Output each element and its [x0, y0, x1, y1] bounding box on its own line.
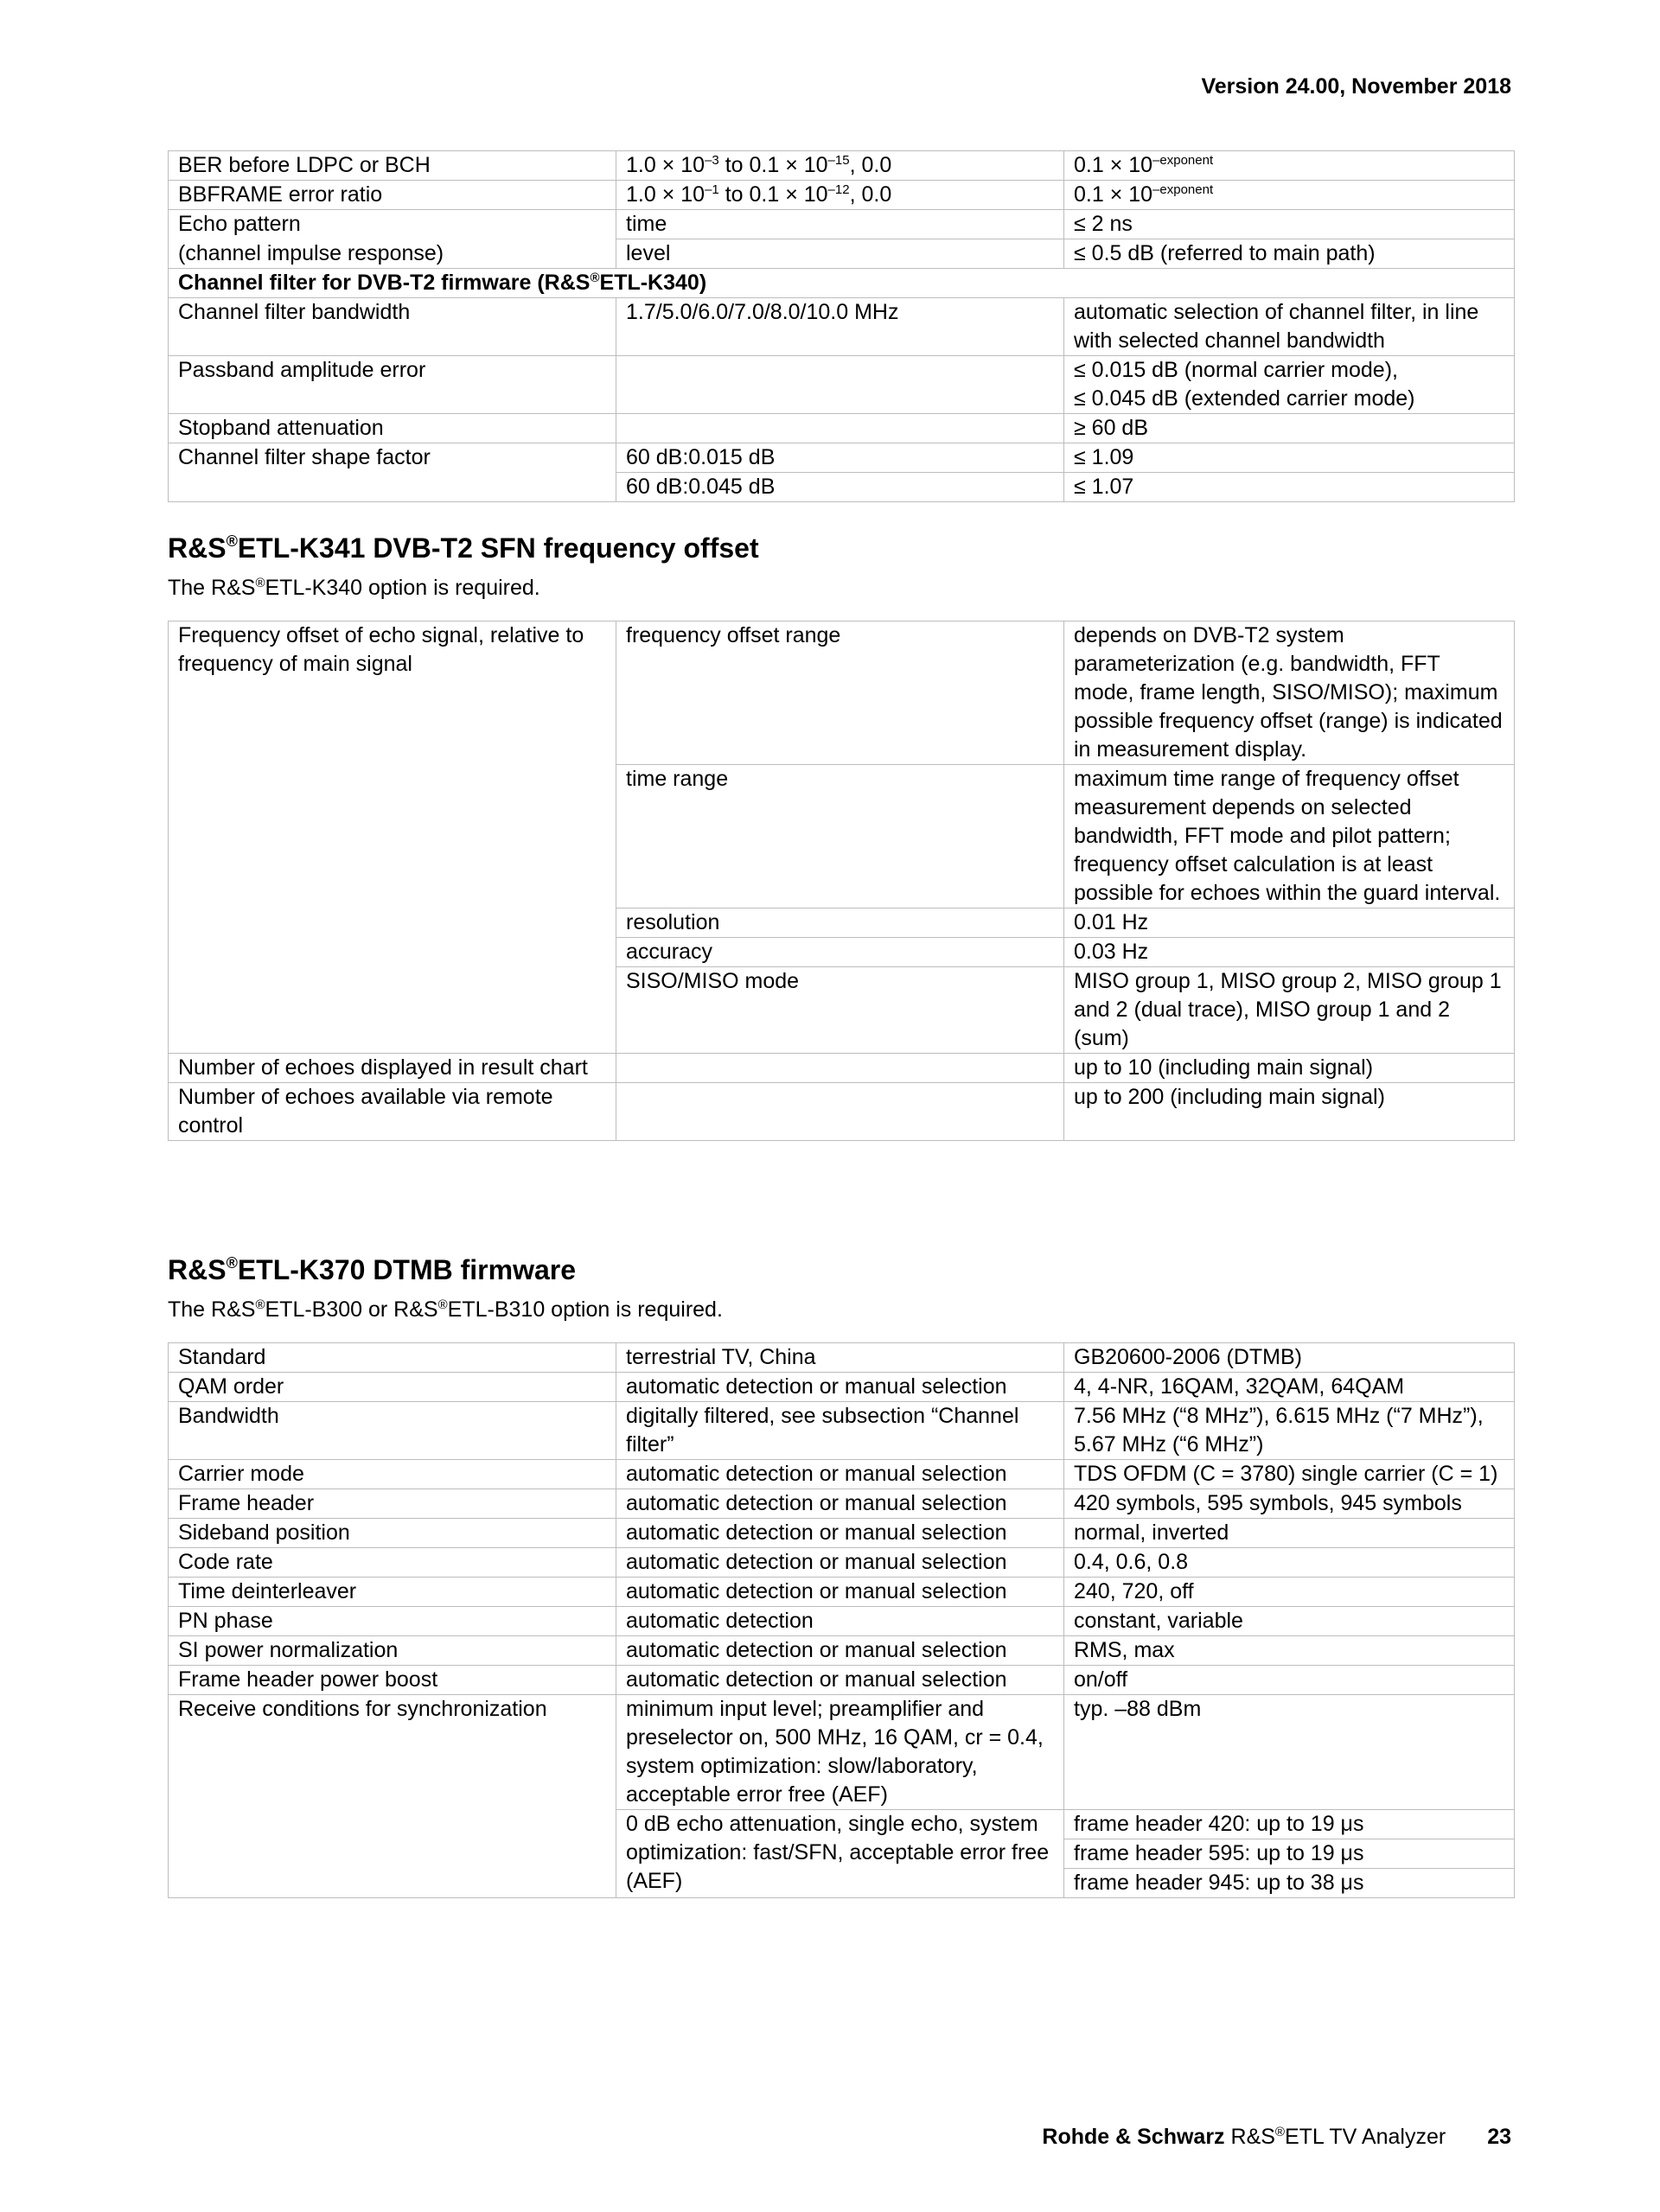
param-value: frame header 595: up to 19 μs	[1064, 1839, 1515, 1869]
footer-product: R&S®ETL TV Analyzer	[1224, 2125, 1446, 2149]
param-range: $1.0 \times 10^{-1}$ to $0.1 \times 10^{-12}$, 0.0	[616, 181, 1064, 210]
param-subparam: automatic detection or manual selection	[616, 1666, 1064, 1695]
param-value: 240, 720, off	[1064, 1578, 1515, 1607]
param-value: ≤ 0.5 dB (referred to main path)	[1064, 239, 1515, 269]
section-row	[169, 269, 1515, 298]
param-subparam: 60 dB:0.045 dB	[616, 473, 1064, 502]
table-row	[169, 1519, 1515, 1548]
param-label: Frame header	[169, 1489, 616, 1519]
table-row	[169, 298, 1515, 356]
page-footer	[1042, 2125, 1511, 2150]
param-label: Channel filter shape factor	[169, 443, 616, 502]
param-value: up to 200 (including main signal)	[1064, 1083, 1515, 1141]
section-heading-k341: R&S®ETL-K341 DVB-T2 SFN frequency offset	[168, 532, 759, 564]
spec-table-k341	[168, 621, 1515, 1141]
param-value: ≤ 1.07	[1064, 473, 1515, 502]
param-range: $1.0 \times 10^{-3}$ to $0.1 \times 10^{-15}$, 0.0	[616, 151, 1064, 181]
param-value: 420 symbols, 595 symbols, 945 symbols	[1064, 1489, 1515, 1519]
table-row	[169, 1695, 1515, 1810]
table-row	[169, 1548, 1515, 1578]
table-row	[169, 1343, 1515, 1373]
param-subparam	[616, 1054, 1064, 1083]
param-value: ≤ 1.09	[1064, 443, 1515, 473]
param-label: Carrier mode	[169, 1460, 616, 1489]
requirement-note-k341: The R&S®ETL-K340 option is required.	[168, 576, 540, 600]
param-value: normal, inverted	[1064, 1519, 1515, 1548]
param-label: (channel impulse response)	[169, 239, 616, 269]
table-row	[169, 181, 1515, 210]
param-subparam	[616, 414, 1064, 443]
table-row	[169, 1489, 1515, 1519]
table-row	[169, 414, 1515, 443]
param-label: Time deinterleaver	[169, 1578, 616, 1607]
param-label: Number of echoes displayed in result chart	[169, 1054, 616, 1083]
param-value: frame header 945: up to 38 μs	[1064, 1869, 1515, 1898]
table-row	[169, 1666, 1515, 1695]
param-value: RMS, max	[1064, 1636, 1515, 1666]
param-value: 0.03 Hz	[1064, 938, 1515, 967]
table-row	[169, 151, 1515, 181]
param-subparam	[616, 356, 1064, 414]
param-value: typ. –88 dBm	[1064, 1695, 1515, 1810]
param-value: ≤ 2 ns	[1064, 210, 1515, 239]
table-row	[169, 1607, 1515, 1636]
param-subparam: automatic detection or manual selection	[616, 1460, 1064, 1489]
param-value: GB20600-2006 (DTMB)	[1064, 1343, 1515, 1373]
param-subparam: automatic detection or manual selection	[616, 1636, 1064, 1666]
table-row	[169, 210, 1515, 239]
param-label: BER before LDPC or BCH	[169, 151, 616, 181]
table-row	[169, 239, 1515, 269]
param-subparam: level	[616, 239, 1064, 269]
param-subparam: 60 dB:0.015 dB	[616, 443, 1064, 473]
table-row	[169, 1460, 1515, 1489]
param-label: QAM order	[169, 1373, 616, 1402]
param-label: Sideband position	[169, 1519, 616, 1548]
table-row	[169, 1054, 1515, 1083]
version-header: Version 24.00, November 2018	[1201, 74, 1511, 99]
spec-table-dvbt2	[168, 150, 1515, 502]
param-label: Code rate	[169, 1548, 616, 1578]
param-value: $0.1 \times 10^{-exponent}$	[1064, 181, 1515, 210]
param-subparam: accuracy	[616, 938, 1064, 967]
param-subparam: automatic detection or manual selection	[616, 1578, 1064, 1607]
param-label: Stopband attenuation	[169, 414, 616, 443]
param-subparam: 0 dB echo attenuation, single echo, system optimization: fast/SFN, acceptable error free (AEF)	[616, 1810, 1064, 1898]
param-value: 7.56 MHz (“8 MHz”), 6.615 MHz (“7 MHz”), 5.67 MHz (“6 MHz”)	[1064, 1402, 1515, 1460]
param-subparam: time range	[616, 765, 1064, 908]
param-value: 4, 4-NR, 16QAM, 32QAM, 64QAM	[1064, 1373, 1515, 1402]
table-row	[169, 622, 1515, 765]
param-label: Frame header power boost	[169, 1666, 616, 1695]
param-subparam: SISO/MISO mode	[616, 967, 1064, 1054]
param-label: BBFRAME error ratio	[169, 181, 616, 210]
table-row	[169, 356, 1515, 414]
param-subparam: automatic detection or manual selection	[616, 1548, 1064, 1578]
param-label: Channel filter bandwidth	[169, 298, 616, 356]
page-number: 23	[1487, 2125, 1511, 2149]
param-subparam: digitally filtered, see subsection “Channel filter”	[616, 1402, 1064, 1460]
param-value: up to 10 (including main signal)	[1064, 1054, 1515, 1083]
param-value: TDS OFDM (C = 3780) single carrier (C = 1)	[1064, 1460, 1515, 1489]
param-label: PN phase	[169, 1607, 616, 1636]
param-label: Frequency offset of echo signal, relative to frequency of main signal	[169, 622, 616, 1054]
param-value: frame header 420: up to 19 μs	[1064, 1810, 1515, 1839]
param-subparam: frequency offset range	[616, 622, 1064, 765]
param-subparam: time	[616, 210, 1064, 239]
param-value: on/off	[1064, 1666, 1515, 1695]
param-value: $0.1 \times 10^{-exponent}$	[1064, 151, 1515, 181]
param-value: ≥ 60 dB	[1064, 414, 1515, 443]
table-row	[169, 1402, 1515, 1460]
param-subparam: automatic detection or manual selection	[616, 1489, 1064, 1519]
param-value: constant, variable	[1064, 1607, 1515, 1636]
section-heading-k370: R&S®ETL-K370 DTMB firmware	[168, 1254, 577, 1285]
param-value: maximum time range of frequency offset measurement depends on selected bandwidth, FFT mode and pilot pattern; frequency offset calculation is at least possible for echoes within the guard interval.	[1064, 765, 1515, 908]
table-row	[169, 1083, 1515, 1141]
param-subparam: automatic detection or manual selection	[616, 1519, 1064, 1548]
spec-table-k370	[168, 1342, 1515, 1898]
param-subparam: resolution	[616, 908, 1064, 938]
param-label: Standard	[169, 1343, 616, 1373]
param-label: Bandwidth	[169, 1402, 616, 1460]
param-label: SI power normalization	[169, 1636, 616, 1666]
param-label: Receive conditions for synchronization	[169, 1695, 616, 1898]
param-subparam: terrestrial TV, China	[616, 1343, 1064, 1373]
param-label: Passband amplitude error	[169, 356, 616, 414]
param-value: depends on DVB-T2 system parameterization (e.g. bandwidth, FFT mode, frame length, SISO/MISO); maximum possible frequency offset (range) is indicated in measurement display.	[1064, 622, 1515, 765]
param-subparam: automatic detection	[616, 1607, 1064, 1636]
param-subparam	[616, 1083, 1064, 1141]
table-row	[169, 443, 1515, 473]
param-label: Echo pattern	[169, 210, 616, 239]
param-subparam: 1.7/5.0/6.0/7.0/8.0/10.0 MHz	[616, 298, 1064, 356]
section-title: Channel filter for DVB-T2 firmware (R&S®ETL-K340)	[169, 269, 1515, 298]
param-value: 0.01 Hz	[1064, 908, 1515, 938]
table-row	[169, 1373, 1515, 1402]
param-value: 0.4, 0.6, 0.8	[1064, 1548, 1515, 1578]
table-row	[169, 1578, 1515, 1607]
footer-company: Rohde & Schwarz	[1042, 2125, 1225, 2149]
param-subparam: minimum input level; preamplifier and preselector on, 500 MHz, 16 QAM, cr = 0.4, system optimization: slow/laboratory, acceptable error free (AEF)	[616, 1695, 1064, 1810]
param-value: MISO group 1, MISO group 2, MISO group 1 and 2 (dual trace), MISO group 1 and 2 (sum)	[1064, 967, 1515, 1054]
param-value: automatic selection of channel filter, in line with selected channel bandwidth	[1064, 298, 1515, 356]
param-label: Number of echoes available via remote control	[169, 1083, 616, 1141]
param-subparam: automatic detection or manual selection	[616, 1373, 1064, 1402]
requirement-note-k370: The R&S®ETL-B300 or R&S®ETL-B310 option is required.	[168, 1297, 723, 1322]
table-row	[169, 1636, 1515, 1666]
param-value: ≤ 0.015 dB (normal carrier mode), ≤ 0.045 dB (extended carrier mode)	[1064, 356, 1515, 414]
